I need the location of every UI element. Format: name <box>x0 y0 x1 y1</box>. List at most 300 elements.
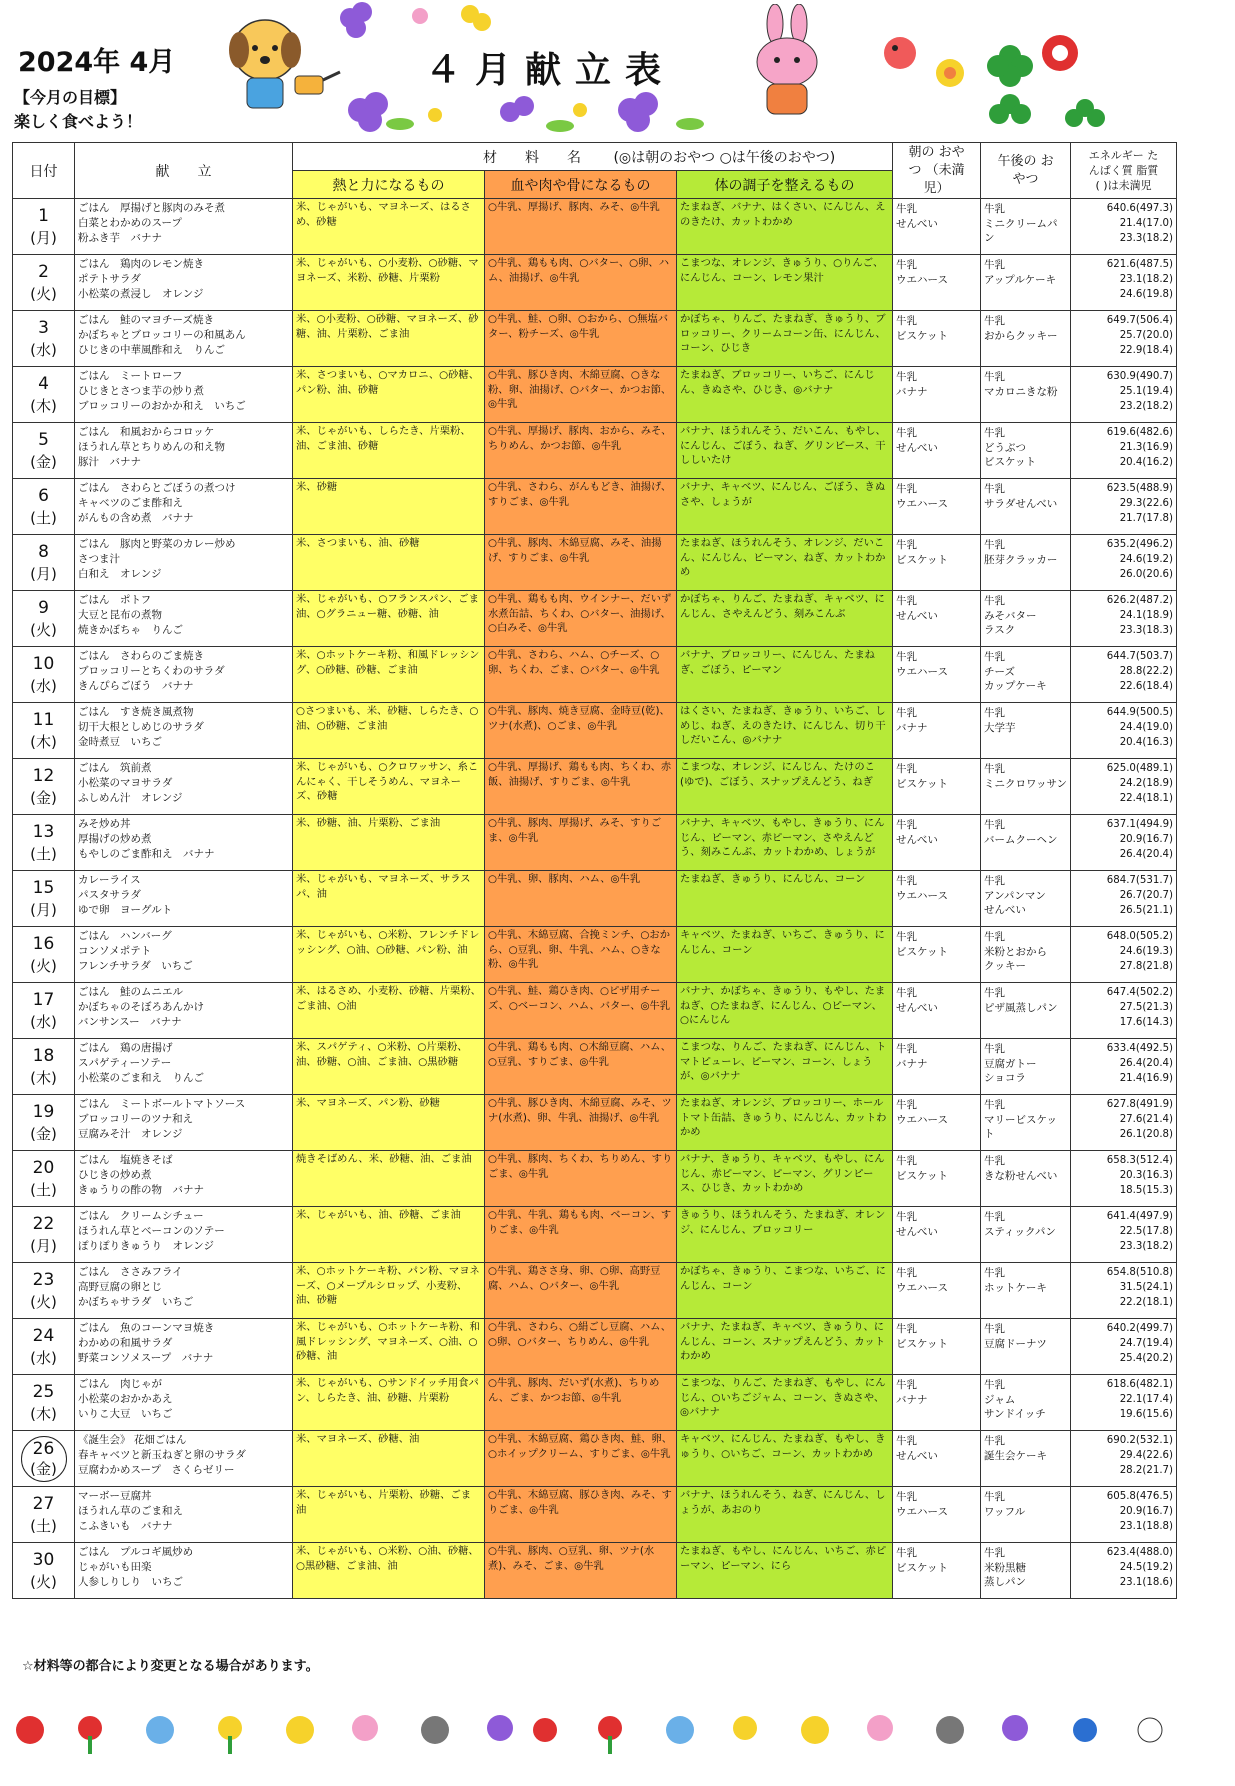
nutrition-value: 654.8(510.8) <box>1106 1267 1174 1278</box>
materials-note: (◎は朝のおやつ ○は午後のおやつ) <box>613 149 836 166</box>
day-number: 10 <box>32 653 55 674</box>
header-materials <box>293 143 893 171</box>
energy-foods-cell: 米、○ホットケーキ粉、パン粉、マヨネーズ、○メープルシロップ、小麦粉、油、砂糖 <box>293 1263 485 1319</box>
menu-row <box>13 255 1177 311</box>
dish-line: 野菜コンソメスープ バナナ <box>78 1352 214 1364</box>
nutrition-value: 619.6(482.6) <box>1106 427 1174 438</box>
morning-snack-cell <box>893 1543 981 1599</box>
snack-line: せんべい <box>984 904 1026 916</box>
menu-cell <box>75 1207 293 1263</box>
dish-line: ごはん すき焼き風煮物 <box>78 706 194 718</box>
snack-line: きな粉せんべい <box>984 1169 1058 1182</box>
nutrition-value: 623.5(488.9) <box>1106 483 1174 494</box>
snack-line: 牛乳 <box>896 1267 918 1279</box>
energy-foods-cell: 米、はるさめ、小麦粉、砂糖、片栗粉、ごま油、○油 <box>293 983 485 1039</box>
snack-line: 牛乳 <box>896 819 918 831</box>
materials-label: 材 料 名 <box>483 149 581 166</box>
dish-line: ごはん 塩焼きそば <box>78 1154 173 1166</box>
nutrition-value: 26.5(21.1) <box>1119 905 1174 916</box>
nutrition-value: 26.7(20.7) <box>1119 890 1174 901</box>
menu-row <box>13 535 1177 591</box>
morning-snack-cell <box>893 1039 981 1095</box>
dish-line: 焼きかぼちゃ りんご <box>78 624 183 636</box>
date-cell <box>13 1151 75 1207</box>
snack-line: 牛乳 <box>896 1155 918 1167</box>
dish-line: ひじきとさつま芋の炒り煮 <box>78 385 204 397</box>
snack-line: ミニクリームパン <box>984 217 1058 244</box>
menu-row <box>13 1543 1177 1599</box>
nutrition-cell <box>1071 1487 1177 1543</box>
day-of-week: (金) <box>30 1124 57 1143</box>
snack-line: サンドイッチ <box>984 1408 1046 1420</box>
menu-row <box>13 311 1177 367</box>
regulating-foods-cell: バナナ、かぼちゃ、きゅうり、もやし、たまねぎ、○たまねぎ、にんじん、○ピーマン、○にんじん <box>677 983 893 1039</box>
dish-line: マーボー豆腐丼 <box>78 1490 152 1502</box>
dish-line: ぽりぽりきゅうり オレンジ <box>78 1240 214 1252</box>
snack-line: 牛乳 <box>896 651 918 663</box>
menu-cell <box>75 423 293 479</box>
snack-line: 牛乳 <box>984 1155 1006 1167</box>
dish-line: ごはん 厚揚げと豚肉のみそ煮 <box>78 202 225 214</box>
body-building-foods-cell: ○牛乳、さわら、がんもどき、油揚げ、すりごま、◎牛乳 <box>485 479 677 535</box>
dish-line: さつま汁 <box>78 553 120 565</box>
snack-line: 牛乳 <box>984 595 1006 607</box>
date-cell <box>13 535 75 591</box>
energy-foods-cell: 米、じゃがいも、○小麦粉、○砂糖、マヨネーズ、米粉、砂糖、片栗粉 <box>293 255 485 311</box>
dish-line: ごはん 鶏の唐揚げ <box>78 1042 173 1054</box>
nutrition-value: 690.2(532.1) <box>1106 1435 1174 1446</box>
snack-line: 牛乳 <box>896 763 918 775</box>
day-of-week: (水) <box>30 676 57 695</box>
day-number: 8 <box>38 541 49 562</box>
snack-line: ウエハース <box>896 273 949 286</box>
snack-line: 誕生会ケーキ <box>984 1449 1048 1462</box>
day-number: 19 <box>32 1101 55 1122</box>
snack-line: アップルケーキ <box>984 273 1057 286</box>
snack-line: ウエハース <box>896 1113 949 1126</box>
energy-foods-cell: 米、じゃがいも、○ホットケーキ粉、和風ドレッシング、マヨネーズ、○油、○砂糖、油 <box>293 1319 485 1375</box>
snack-line: 牛乳 <box>984 315 1006 327</box>
afternoon-snack-cell <box>981 1431 1071 1487</box>
dish-line: ブロッコリーのツナ和え <box>78 1113 194 1125</box>
date-cell <box>13 1319 75 1375</box>
regulating-foods-cell: きゅうり、ほうれんそう、たまねぎ、オレンジ、にんじん、ブロッコリー <box>677 1207 893 1263</box>
snack-line: せんべい <box>896 441 938 454</box>
morning-snack-cell <box>893 1487 981 1543</box>
date-cell <box>13 1543 75 1599</box>
body-building-foods-cell: ○牛乳、牛乳、鶏もも肉、ベーコン、すりごま、◎牛乳 <box>485 1207 677 1263</box>
regulating-foods-cell: バナナ、たまねぎ、キャベツ、きゅうり、にんじん、コーン、スナップえんどう、カットわかめ <box>677 1319 893 1375</box>
day-of-week: (土) <box>30 844 57 863</box>
menu-row <box>13 815 1177 871</box>
nutrition-value: 27.5(21.3) <box>1119 1002 1174 1013</box>
body-building-foods-cell: ○牛乳、鶏もも肉、ウインナー、だいず水煮缶詰、ちくわ、○バター、油揚げ、○白みそ、◎牛乳 <box>485 591 677 647</box>
nutrition-cell <box>1071 423 1177 479</box>
regulating-foods-cell: かぼちゃ、りんご、たまねぎ、キャベツ、にんじん、さやえんどう、刻みこんぶ <box>677 591 893 647</box>
morning-snack-cell <box>893 1263 981 1319</box>
snack-line: 牛乳 <box>984 987 1006 999</box>
menu-row <box>13 871 1177 927</box>
dish-line: フレンチサラダ いちご <box>78 960 193 972</box>
snack-line: せんべい <box>896 1225 938 1238</box>
dish-line: ごはん クリームシチュー <box>78 1210 204 1222</box>
snack-line: 牛乳 <box>896 1547 918 1559</box>
dish-line: ごはん 鶏肉のレモン焼き <box>78 258 204 270</box>
menu-cell <box>75 1431 293 1487</box>
snack-line: 牛乳 <box>896 1211 918 1223</box>
nutrition-value: 22.6(18.4) <box>1119 681 1174 692</box>
dish-line: 豆腐みそ汁 オレンジ <box>78 1128 183 1140</box>
nutrition-value: 26.0(20.6) <box>1119 569 1174 580</box>
energy-foods-cell: 米、マヨネーズ、砂糖、油 <box>293 1431 485 1487</box>
dish-line: スパゲティーソテー <box>78 1057 172 1069</box>
snack-line: 牛乳 <box>984 931 1006 943</box>
morning-snack-cell <box>893 199 981 255</box>
dish-line: 春キャベツと新玉ねぎと卵のサラダ <box>78 1449 246 1461</box>
rabbit-illustration <box>745 4 830 124</box>
menu-table <box>12 142 1177 1599</box>
day-of-week: (土) <box>30 1180 57 1199</box>
regulating-foods-cell: バナナ、キャベツ、もやし、きゅうり、にんじん、ピーマン、赤ピーマン、さやえんどう、刻みこんぶ、カットわかめ、しょうが <box>677 815 893 871</box>
nutrition-value: 637.1(494.9) <box>1106 819 1174 830</box>
dish-line: みそ炒め丼 <box>78 818 131 830</box>
menu-row <box>13 759 1177 815</box>
nutrition-value: 24.5(19.2) <box>1119 1562 1174 1573</box>
nutrition-cell <box>1071 199 1177 255</box>
nutrition-value: 684.7(531.7) <box>1106 875 1174 886</box>
morning-snack-cell <box>893 535 981 591</box>
nutrition-value: 658.3(512.4) <box>1106 1155 1174 1166</box>
dish-line: ごはん さわらとごぼうの煮つけ <box>78 482 236 494</box>
header-nutrition: エネルギー たんぱく質 脂質 ( )は未満児 <box>1071 143 1177 199</box>
dish-line: 小松菜のおかかあえ <box>78 1393 173 1405</box>
snack-line: バームクーヘン <box>984 833 1058 846</box>
body-building-foods-cell: ○牛乳、豚肉、○豆乳、卵、ツナ(水煮)、みそ、ごま、◎牛乳 <box>485 1543 677 1599</box>
body-building-foods-cell: ○牛乳、木綿豆腐、豚ひき肉、みそ、すりごま、◎牛乳 <box>485 1487 677 1543</box>
snack-line: せんべい <box>896 217 938 230</box>
day-of-week: (木) <box>30 732 57 751</box>
date-cell <box>13 927 75 983</box>
afternoon-snack-cell <box>981 927 1071 983</box>
day-number: 25 <box>32 1381 55 1402</box>
body-building-foods-cell: ○牛乳、さわら、○絹ごし豆腐、ハム、○卵、○バター、ちりめん、◎牛乳 <box>485 1319 677 1375</box>
afternoon-snack-cell <box>981 871 1071 927</box>
dish-line: じゃがいも田楽 <box>78 1561 152 1573</box>
snack-line: カップケーキ <box>984 680 1047 692</box>
afternoon-snack-cell <box>981 815 1071 871</box>
body-building-foods-cell: ○牛乳、豚肉、厚揚げ、みそ、すりごま、◎牛乳 <box>485 815 677 871</box>
snack-line: 米粉とおから <box>984 945 1048 958</box>
dish-line: ゆで卵 ヨーグルト <box>78 904 173 916</box>
date-cell <box>13 311 75 367</box>
nutrition-value: 28.8(22.2) <box>1119 666 1174 677</box>
menu-row <box>13 1487 1177 1543</box>
nutrition-value: 24.6(19.2) <box>1119 554 1174 565</box>
dish-line: 粉ふき芋 バナナ <box>78 232 162 244</box>
nutrition-value: 28.2(21.7) <box>1119 1465 1174 1476</box>
nutrition-cell <box>1071 535 1177 591</box>
dish-line: ごはん 和風おからコロッケ <box>78 426 215 438</box>
nutrition-value: 22.5(17.8) <box>1119 1226 1174 1237</box>
day-of-week: (火) <box>30 1572 57 1591</box>
dish-line: カレーライス <box>78 874 141 886</box>
nutrition-cell <box>1071 983 1177 1039</box>
nutrition-value: 630.9(490.7) <box>1106 371 1174 382</box>
snack-line: 牛乳 <box>984 371 1006 383</box>
nutrition-value: 29.3(22.6) <box>1119 498 1174 509</box>
day-number: 22 <box>32 1213 55 1234</box>
energy-foods-cell: 米、じゃがいも、○米粉、フレンチドレッシング、○油、○砂糖、パン粉、油 <box>293 927 485 983</box>
afternoon-snack-cell <box>981 1487 1071 1543</box>
regulating-foods-cell: こまつな、りんご、たまねぎ、もやし、にんじん、○いちごジャム、コーン、きぬさや、◎バナナ <box>677 1375 893 1431</box>
dish-line: ごはん 鮭のマヨチーズ焼き <box>78 314 214 326</box>
day-number: 2 <box>38 261 49 282</box>
nutrition-value: 21.3(16.9) <box>1119 442 1174 453</box>
snack-line: ワッフル <box>984 1505 1026 1518</box>
nutrition-value: 23.1(18.8) <box>1119 1521 1174 1532</box>
snack-line: ビスケット <box>896 329 949 342</box>
day-of-week: (月) <box>30 564 57 583</box>
menu-cell <box>75 255 293 311</box>
body-building-foods-cell: ○牛乳、鶏ささ身、卵、○卵、高野豆腐、ハム、○バター、◎牛乳 <box>485 1263 677 1319</box>
menu-row <box>13 1151 1177 1207</box>
snack-line: 牛乳 <box>896 1435 918 1447</box>
dish-line: 人参しりしり いちご <box>78 1576 183 1588</box>
body-building-foods-cell: ○牛乳、卵、豚肉、ハム、◎牛乳 <box>485 871 677 927</box>
morning-snack-cell <box>893 927 981 983</box>
menu-row <box>13 591 1177 647</box>
menu-cell <box>75 1487 293 1543</box>
regulating-foods-cell: キャベツ、たまねぎ、いちご、きゅうり、にんじん、コーン <box>677 927 893 983</box>
nutrition-value: 23.3(18.3) <box>1119 625 1174 636</box>
nutrition-cell <box>1071 367 1177 423</box>
nutrition-cell <box>1071 1207 1177 1263</box>
change-notice: ☆材料等の都合により変更となる場合があります。 <box>22 1659 319 1674</box>
dish-line: 豚汁 バナナ <box>78 456 141 468</box>
nutrition-cell <box>1071 815 1177 871</box>
day-number: 27 <box>32 1493 55 1514</box>
dish-line: ごはん ポトフ <box>78 594 152 606</box>
dish-line: ブロッコリーのおかか和え いちご <box>78 400 246 412</box>
nutrition-value: 621.6(487.5) <box>1106 259 1174 270</box>
snack-line: 牛乳 <box>896 203 918 215</box>
snack-line: ビスケット <box>984 456 1037 468</box>
snack-line: ウエハース <box>896 1505 949 1518</box>
menu-row <box>13 1375 1177 1431</box>
menu-cell <box>75 367 293 423</box>
day-number: 23 <box>32 1269 55 1290</box>
menu-cell <box>75 1319 293 1375</box>
nutrition-value: 20.9(16.7) <box>1119 834 1174 845</box>
snack-line: ホットケーキ <box>984 1281 1047 1294</box>
afternoon-snack-cell <box>981 367 1071 423</box>
nutrition-value: 625.0(489.1) <box>1106 763 1174 774</box>
regulating-foods-cell: たまねぎ、きゅうり、にんじん、コーン <box>677 871 893 927</box>
dish-line: バンサンスー バナナ <box>78 1016 182 1028</box>
menu-row <box>13 703 1177 759</box>
nutrition-value: 20.4(16.3) <box>1119 737 1174 748</box>
regulating-foods-cell: バナナ、キャベツ、にんじん、ごぼう、きぬさや、しょうが <box>677 479 893 535</box>
morning-snack-cell <box>893 367 981 423</box>
afternoon-snack-cell <box>981 255 1071 311</box>
nutrition-cell <box>1071 479 1177 535</box>
menu-cell <box>75 479 293 535</box>
nutrition-value: 618.6(482.1) <box>1106 1379 1174 1390</box>
snack-line: 牛乳 <box>896 427 918 439</box>
morning-snack-cell <box>893 1375 981 1431</box>
day-number: 18 <box>32 1045 55 1066</box>
body-building-foods-cell: ○牛乳、豚肉、木綿豆腐、みそ、油揚げ、すりごま、◎牛乳 <box>485 535 677 591</box>
afternoon-snack-cell <box>981 535 1071 591</box>
nutrition-value: 24.2(18.9) <box>1119 778 1174 789</box>
morning-snack-cell <box>893 591 981 647</box>
dish-line: ごはん プルコギ風炒め <box>78 1546 194 1558</box>
snack-line: せんべい <box>896 1001 938 1014</box>
regulating-foods-cell: バナナ、ほうれんそう、ねぎ、にんじん、しょうが、あおのり <box>677 1487 893 1543</box>
dish-line: 金時煮豆 いちご <box>78 736 162 748</box>
dish-line: ごはん ハンバーグ <box>78 930 172 942</box>
snack-line: サラダせんべい <box>984 497 1058 510</box>
menu-cell <box>75 1375 293 1431</box>
nutrition-cell <box>1071 1375 1177 1431</box>
energy-foods-cell: 米、じゃがいも、マヨネーズ、はるさめ、砂糖 <box>293 199 485 255</box>
day-of-week: (月) <box>30 1236 57 1255</box>
snack-line: 牛乳 <box>896 539 918 551</box>
morning-snack-cell <box>893 1431 981 1487</box>
date-cell <box>13 591 75 647</box>
nutrition-value: 23.1(18.2) <box>1119 274 1174 285</box>
day-of-week: (金) <box>30 788 57 807</box>
snack-line: 牛乳 <box>896 483 918 495</box>
snack-line: 牛乳 <box>984 483 1006 495</box>
body-building-foods-cell: ○牛乳、豚肉、ちくわ、ちりめん、すりごま、◎牛乳 <box>485 1151 677 1207</box>
menu-row <box>13 367 1177 423</box>
snack-line: せんべい <box>896 609 938 622</box>
dish-line: ごはん さわらのごま焼き <box>78 650 204 662</box>
nutrition-cell <box>1071 647 1177 703</box>
snack-line: 牛乳 <box>984 819 1006 831</box>
nutrition-value: 640.6(497.3) <box>1106 203 1174 214</box>
dish-line: ふしめん汁 オレンジ <box>78 792 183 804</box>
day-of-week: (火) <box>30 284 57 303</box>
regulating-foods-cell: たまねぎ、オレンジ、ブロッコリー、ホールトマト缶詰、きゅうり、にんじん、カットわかめ <box>677 1095 893 1151</box>
snack-line: 米粉黒糖 <box>984 1561 1027 1574</box>
menu-cell <box>75 311 293 367</box>
snack-line: 牛乳 <box>896 315 918 327</box>
regulating-foods-cell: たまねぎ、もやし、にんじん、いちご、赤ピーマン、ピーマン、にら <box>677 1543 893 1599</box>
nutrition-value: 24.4(19.0) <box>1119 722 1174 733</box>
menu-row <box>13 1431 1177 1487</box>
nutrition-value: 25.7(20.0) <box>1119 330 1174 341</box>
afternoon-snack-cell <box>981 1151 1071 1207</box>
menu-cell <box>75 1151 293 1207</box>
date-cell <box>13 703 75 759</box>
day-of-week: (水) <box>30 340 57 359</box>
afternoon-snack-cell <box>981 1207 1071 1263</box>
nutrition-value: 626.2(487.2) <box>1106 595 1174 606</box>
nutrition-value: 22.1(17.4) <box>1119 1394 1174 1405</box>
snack-line: 牛乳 <box>896 987 918 999</box>
body-building-foods-cell: ○牛乳、豚ひき肉、木綿豆腐、みそ、ツナ(水煮)、卵、牛乳、油揚げ、◎牛乳 <box>485 1095 677 1151</box>
day-number: 4 <box>38 373 49 394</box>
morning-snack-cell <box>893 871 981 927</box>
afternoon-snack-cell <box>981 1375 1071 1431</box>
snack-line: 蒸しパン <box>984 1576 1027 1588</box>
snack-line: せんべい <box>896 1449 938 1462</box>
nutrition-value: 20.4(16.2) <box>1119 457 1174 468</box>
dish-line: コンソメポテト <box>78 945 152 957</box>
nutrition-value: 24.6(19.3) <box>1119 946 1174 957</box>
snack-line: 牛乳 <box>984 1323 1006 1335</box>
nutrition-value: 31.5(24.1) <box>1119 1282 1174 1293</box>
nutrition-value: 635.2(496.2) <box>1106 539 1174 550</box>
energy-foods-cell: 米、じゃがいも、しらたき、片栗粉、油、ごま油、砂糖 <box>293 423 485 479</box>
snack-line: 牛乳 <box>984 651 1006 663</box>
snack-line: クッキー <box>984 960 1027 972</box>
dish-line: キャベツのごま酢和え <box>78 497 183 509</box>
snack-line: 豆腐ドーナツ <box>984 1337 1047 1350</box>
goal-text: 楽しく食べよう！ <box>14 112 143 131</box>
regulating-foods-cell: かぼちゃ、きゅうり、こまつな、いちご、にんじん、コーン <box>677 1263 893 1319</box>
nutrition-value: 605.8(476.5) <box>1106 1491 1174 1502</box>
menu-cell <box>75 535 293 591</box>
dish-line: ごはん 魚のコーンマヨ焼き <box>78 1322 215 1334</box>
header-date: 日付 <box>13 143 75 199</box>
nutrition-cell <box>1071 759 1177 815</box>
date-cell <box>13 423 75 479</box>
nutrition-value: 23.2(18.2) <box>1119 401 1174 412</box>
snack-line: 牛乳 <box>984 1267 1006 1279</box>
menu-row <box>13 1319 1177 1375</box>
snack-line: ビスケット <box>896 1561 949 1574</box>
morning-snack-cell <box>893 255 981 311</box>
day-of-week: (土) <box>30 508 57 527</box>
dish-line: 小松菜のマヨサラダ <box>78 777 173 789</box>
nutrition-value: 20.9(16.7) <box>1119 1506 1174 1517</box>
morning-snack-cell <box>893 1095 981 1151</box>
regulating-foods-cell: たまねぎ、ブロッコリー、いちご、にんじん、きぬさや、ひじき、◎バナナ <box>677 367 893 423</box>
dish-line: パスタサラダ <box>78 889 141 901</box>
dish-line: ごはん 肉じゃが <box>78 1378 162 1390</box>
snack-line: バナナ <box>896 1057 928 1070</box>
snack-line: スティックパン <box>984 1225 1056 1238</box>
snack-line: ピザ風蒸しパン <box>984 1001 1058 1014</box>
body-building-foods-cell: ○牛乳、さわら、ハム、○チーズ、○卵、ちくわ、ごま、○バター、◎牛乳 <box>485 647 677 703</box>
menu-cell <box>75 1263 293 1319</box>
nutrition-value: 648.0(505.2) <box>1106 931 1174 942</box>
snack-line: 豆腐ガトー <box>984 1057 1037 1070</box>
snack-line: 牛乳 <box>896 875 918 887</box>
afternoon-snack-cell <box>981 591 1071 647</box>
date-cell <box>13 1263 75 1319</box>
body-building-foods-cell: ○牛乳、木綿豆腐、合挽ミンチ、○おから、○豆乳、卵、牛乳、ハム、○きな粉、◎牛乳 <box>485 927 677 983</box>
menu-cell <box>75 815 293 871</box>
menu-row <box>13 479 1177 535</box>
snack-line: ウエハース <box>896 1281 949 1294</box>
dish-line: 豆腐わかめスープ さくらゼリー <box>78 1464 235 1476</box>
date-cell <box>13 367 75 423</box>
menu-cell <box>75 871 293 927</box>
nutrition-value: 26.4(20.4) <box>1119 849 1174 860</box>
nutrition-value: 26.4(20.4) <box>1119 1058 1174 1069</box>
dish-line: 白菜とわかめのスープ <box>78 217 182 229</box>
snack-line: 牛乳 <box>984 203 1006 215</box>
day-number: 16 <box>32 933 55 954</box>
afternoon-snack-cell <box>981 423 1071 479</box>
afternoon-snack-cell <box>981 1095 1071 1151</box>
snack-line: 牛乳 <box>984 875 1006 887</box>
nutrition-value: 19.6(15.6) <box>1119 1409 1174 1420</box>
